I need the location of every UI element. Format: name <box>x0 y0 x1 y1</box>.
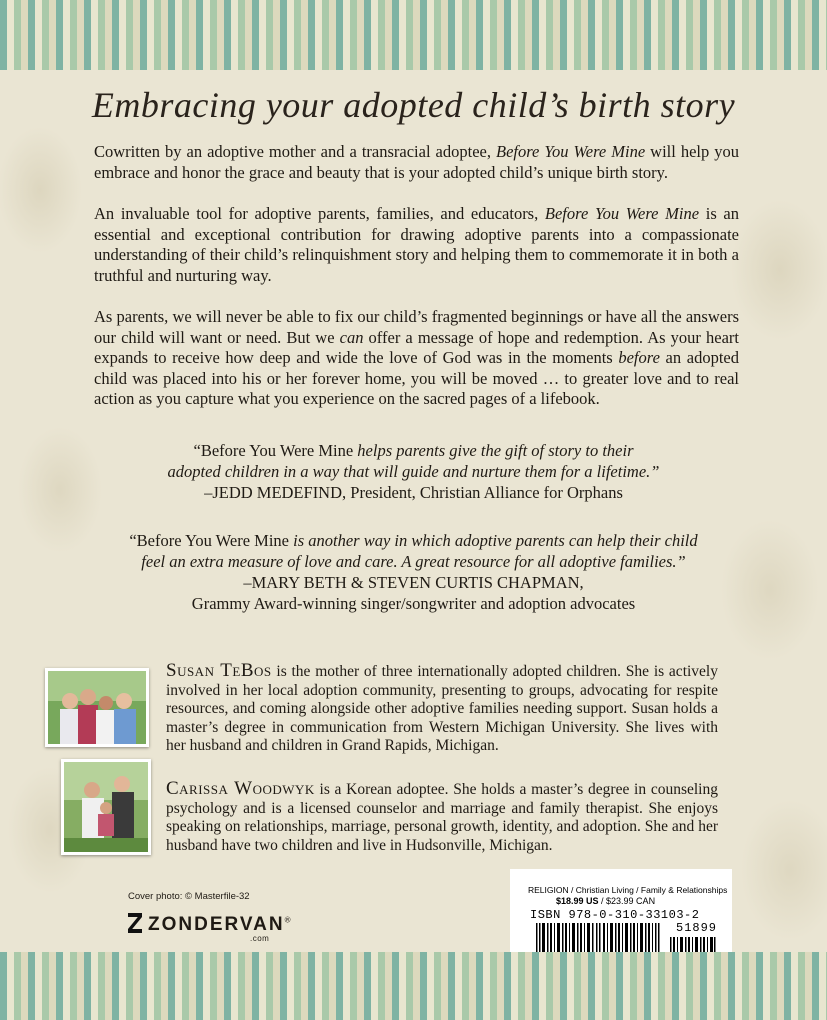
endorsement-attribution: –JEDD MEDEFIND, President, Christian Alliance for Orphans <box>204 483 623 502</box>
tool-paragraph: An invaluable tool for adoptive parents, families, and educators, Before You Were Mine is an essential and exceptional contribution for drawing adoptive parents into a compassionate understanding of their child’s relinquishment story and helping them to commemorate it in both a truthful and nurturing way. <box>94 204 739 285</box>
bisac-category: RELIGION / Christian Living / Family & Relationships <box>528 885 728 895</box>
intro-paragraph: Cowritten by an adoptive mother and a transracial adoptee, Before You Were Mine will help you embrace and honor the grace and beauty that is your adopted child’s unique birth story. <box>94 142 740 182</box>
author-photo-susan <box>45 668 149 747</box>
endorsement-medefind: “Before You Were Mine helps parents give the gift of story to their adopted children in a way that will guide and nurture them for a lifetime.” –JEDD MEDEFIND, President, Christian Alliance for Orphans <box>0 440 827 503</box>
zondervan-logo: ZONDERVAN® .com <box>128 913 293 936</box>
bio-carissa: Carissa Woodwyk is a Korean adoptee. She holds a master’s degree in counseling psychology and is a licensed counselor and marriage and family therapist. She enjoys speaking on relationships, marriage, personal growth, identity, and adoption. She and her husband have two children and live in Hudsonville, Michigan. <box>166 778 718 854</box>
bio-susan: Susan TeBos is the mother of three internationally adopted children. She is actively involved in her local adoption community, presenting to groups, advocating for respite resources, and coming alongside other adoptive families needing support. Susan holds a master’s degree in communication from Western Michigan University. She lives with her husband and children in Grand Rapids, Michigan. <box>166 660 718 754</box>
author-photo-carissa <box>61 759 151 855</box>
price-addon-digits: 51899 <box>676 921 718 935</box>
price: $18.99 US / $23.99 CAN <box>556 896 656 906</box>
headline: Embracing your adopted child’s birth story <box>91 85 736 125</box>
top-stripe-border <box>0 0 827 70</box>
author-name: Susan TeBos <box>166 660 272 681</box>
endorsement-attribution: –MARY BETH & STEVEN CURTIS CHAPMAN, <box>243 573 584 592</box>
endorsement-chapman: “Before You Were Mine is another way in which adoptive parents can help their child feel an extra measure of love and care. A great resource for all adoptive families.” –MARY BETH & STEVEN CURTIS CHAPMAN, Grammy Award-winning singer/songwriter and adoption advocates <box>0 530 827 614</box>
endorsement-attribution-title: Grammy Award-winning singer/songwriter and adoption advocates <box>191 594 636 613</box>
zondervan-z-mark-icon <box>128 913 142 933</box>
cover-photo-credit: Cover photo: © Masterfile-32 <box>128 891 250 902</box>
bottom-stripe-border <box>0 952 827 1020</box>
author-name: Carissa Woodwyk <box>166 778 315 799</box>
isbn-label: ISBN 978-0-310-33103-2 <box>530 908 700 922</box>
hope-paragraph: As parents, we will never be able to fix our child’s fragmented beginnings or have all the answers our child will want or need. But we can offer a message of hope and redemption. As your heart expands to receive how deep and wide the love of God was in the moments before an adopted child was placed into his or her forever home, you will be moved … to greater love and to real action as you capture what you experience on the sacred pages of a lifebook. <box>94 307 739 408</box>
